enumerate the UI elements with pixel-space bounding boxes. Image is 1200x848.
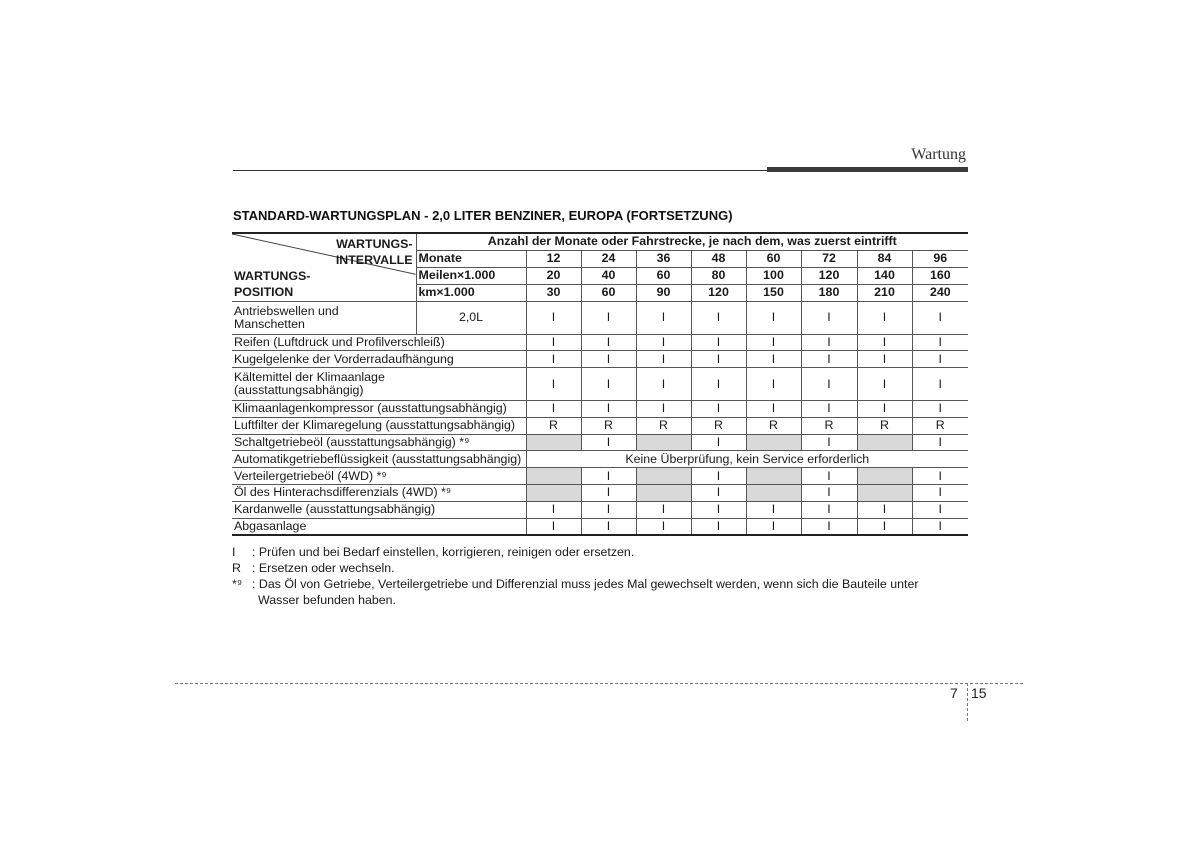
schedule-cell: I <box>912 368 968 401</box>
legend-notes <box>232 544 918 608</box>
position-axis-label <box>234 268 310 300</box>
maintenance-table <box>232 232 968 536</box>
schedule-cell: I <box>857 301 912 334</box>
interval-value: 150 <box>746 284 801 301</box>
interval-value: 84 <box>857 250 912 267</box>
interval-value: 100 <box>746 267 801 284</box>
table-row <box>232 434 968 451</box>
note-text: : Das Öl von Getriebe, Verteilergetriebe und Differenzial muss jedes Mal gewechselt werden, wenn sich die Bauteile unter <box>252 577 919 591</box>
schedule-cell <box>526 434 581 451</box>
interval-value: 140 <box>857 267 912 284</box>
schedule-cell <box>526 468 581 485</box>
schedule-cell: I <box>746 501 801 518</box>
schedule-cell: I <box>857 501 912 518</box>
item-name <box>232 518 526 535</box>
schedule-cell: I <box>581 518 636 535</box>
schedule-cell: I <box>912 434 968 451</box>
interval-value: 72 <box>801 250 857 267</box>
schedule-cell: I <box>636 501 691 518</box>
schedule-cell: I <box>581 368 636 401</box>
schedule-cell: I <box>912 501 968 518</box>
item-name-line: Kardanwelle (ausstattungsabhängig) <box>234 502 436 517</box>
interval-value: 36 <box>636 250 691 267</box>
item-name-line: Verteilergetriebeöl (4WD) *⁹ <box>234 468 387 483</box>
table-corner-header <box>232 233 416 301</box>
schedule-cell <box>636 468 691 485</box>
interval-value: 120 <box>691 284 746 301</box>
footer-rule <box>175 683 1023 684</box>
schedule-cell: I <box>801 485 857 502</box>
schedule-cell <box>857 485 912 502</box>
schedule-cell: I <box>691 468 746 485</box>
table-row <box>232 518 968 535</box>
note-inspect <box>232 544 918 560</box>
item-name-line: Antriebswellen und <box>234 303 339 318</box>
schedule-cell: I <box>801 401 857 418</box>
schedule-cell: I <box>857 351 912 368</box>
schedule-cell: I <box>857 518 912 535</box>
item-name <box>232 485 526 502</box>
chapter-number: 7 <box>950 685 958 701</box>
schedule-cell: I <box>746 334 801 351</box>
interval-header: Anzahl der Monate oder Fahrstrecke, je nach dem, was zuerst eintrifft <box>416 233 968 250</box>
schedule-cell: I <box>526 351 581 368</box>
schedule-cell <box>526 485 581 502</box>
schedule-cell: I <box>581 351 636 368</box>
schedule-cell: I <box>912 401 968 418</box>
schedule-cell: R <box>526 417 581 434</box>
item-name-line: Luftfilter der Klimaregelung (ausstattungsabhängig) <box>234 418 516 433</box>
schedule-cell: I <box>636 518 691 535</box>
schedule-cell: I <box>801 468 857 485</box>
schedule-cell: I <box>912 485 968 502</box>
schedule-cell: I <box>746 301 801 334</box>
item-name <box>232 368 526 401</box>
item-name <box>232 351 526 368</box>
table-row <box>232 301 968 334</box>
interval-value: 48 <box>691 250 746 267</box>
item-name-line: Reifen (Luftdruck und Profilverschleiß) <box>234 334 445 349</box>
schedule-cell: I <box>581 485 636 502</box>
interval-value: 180 <box>801 284 857 301</box>
schedule-cell: I <box>581 468 636 485</box>
interval-value: 60 <box>746 250 801 267</box>
item-name-line: Kugelgelenke der Vorderradaufhängung <box>234 351 454 366</box>
table-row <box>232 351 968 368</box>
section-title: Wartung <box>911 146 966 163</box>
schedule-cell <box>746 485 801 502</box>
interval-value: 160 <box>912 267 968 284</box>
page-number: 15 <box>971 685 987 701</box>
table-row <box>232 485 968 502</box>
table-row <box>232 468 968 485</box>
corner-bottom-line-1: WARTUNGS- <box>234 268 311 283</box>
item-name-line: Schaltgetriebeöl (ausstattungsabhängig) *⁹ <box>234 435 470 450</box>
item-name-line: (ausstattungsabhängig) <box>234 383 364 398</box>
interval-label: Meilen×1.000 <box>416 267 526 284</box>
table-row <box>232 401 968 418</box>
schedule-cell: I <box>857 368 912 401</box>
interval-value: 60 <box>636 267 691 284</box>
schedule-cell: I <box>746 351 801 368</box>
note-symbol: *⁹ <box>232 577 243 591</box>
schedule-cell: I <box>691 351 746 368</box>
schedule-cell: I <box>691 401 746 418</box>
table-row <box>232 417 968 434</box>
schedule-cell: I <box>581 434 636 451</box>
schedule-cell: I <box>636 334 691 351</box>
schedule-cell: I <box>636 368 691 401</box>
table-row <box>232 334 968 351</box>
schedule-cell: I <box>691 334 746 351</box>
interval-label: Monate <box>416 250 526 267</box>
header-rule-bar <box>767 167 968 172</box>
schedule-cell: I <box>746 368 801 401</box>
note-symbol: I <box>232 545 236 559</box>
note-symbol: R <box>232 561 241 575</box>
schedule-cell: I <box>526 334 581 351</box>
schedule-cell: I <box>636 401 691 418</box>
interval-value: 30 <box>526 284 581 301</box>
interval-value: 40 <box>581 267 636 284</box>
interval-value: 24 <box>581 250 636 267</box>
schedule-cell: I <box>691 301 746 334</box>
schedule-cell: I <box>746 401 801 418</box>
table-body <box>232 233 968 535</box>
schedule-cell: I <box>636 351 691 368</box>
schedule-cell: I <box>801 301 857 334</box>
schedule-cell: I <box>801 368 857 401</box>
schedule-cell: I <box>636 301 691 334</box>
schedule-cell: I <box>581 401 636 418</box>
page-title: STANDARD-WARTUNGSPLAN - 2,0 LITER BENZINER, EUROPA (FORTSETZUNG) <box>233 208 733 223</box>
corner-top-line-1: WARTUNGS- <box>336 237 413 251</box>
table-row <box>232 368 968 401</box>
schedule-cell: I <box>691 434 746 451</box>
schedule-cell: R <box>857 417 912 434</box>
item-name-line: Klimaanlagenkompressor (ausstattungsabhängig) <box>234 401 507 416</box>
item-name-line: Manschetten <box>234 316 305 331</box>
item-name-line: Öl des Hinterachsdifferenzials (4WD) *⁹ <box>234 485 452 500</box>
interval-value: 120 <box>801 267 857 284</box>
schedule-cell <box>746 434 801 451</box>
schedule-cell: R <box>636 417 691 434</box>
interval-value: 12 <box>526 250 581 267</box>
note-footnote-9 <box>232 576 918 608</box>
schedule-cell: I <box>526 368 581 401</box>
schedule-cell <box>746 468 801 485</box>
schedule-cell: I <box>912 334 968 351</box>
corner-top-line-2: INTERVALLE <box>335 253 413 267</box>
schedule-cell <box>636 485 691 502</box>
item-name <box>232 451 526 468</box>
schedule-cell: I <box>581 301 636 334</box>
interval-value: 240 <box>912 284 968 301</box>
schedule-cell: I <box>801 518 857 535</box>
item-name-line: Abgasanlage <box>234 518 307 533</box>
item-name <box>232 401 526 418</box>
schedule-cell: I <box>746 518 801 535</box>
interval-label: km×1.000 <box>416 284 526 301</box>
item-name <box>232 334 526 351</box>
engine-cell: 2,0L <box>416 301 526 334</box>
schedule-cell: I <box>912 468 968 485</box>
schedule-cell: R <box>801 417 857 434</box>
note-text: : Prüfen und bei Bedarf einstellen, korrigieren, reinigen oder ersetzen. <box>252 545 635 559</box>
schedule-cell: R <box>912 417 968 434</box>
interval-value: 60 <box>581 284 636 301</box>
item-name <box>232 468 526 485</box>
schedule-span-cell: Keine Überprüfung, kein Service erforderlich <box>526 451 968 468</box>
interval-axis-label <box>336 236 413 268</box>
footer-divider <box>967 683 968 721</box>
item-name <box>232 301 416 334</box>
schedule-cell: I <box>526 301 581 334</box>
note-text: : Ersetzen oder wechseln. <box>252 561 395 575</box>
interval-value: 20 <box>526 267 581 284</box>
schedule-cell: I <box>801 351 857 368</box>
schedule-cell: I <box>526 501 581 518</box>
schedule-cell: I <box>801 334 857 351</box>
interval-value: 90 <box>636 284 691 301</box>
item-name-line: Kältemittel der Klimaanlage <box>234 370 385 385</box>
schedule-cell: I <box>857 334 912 351</box>
interval-value: 210 <box>857 284 912 301</box>
header-rule <box>233 170 767 171</box>
table-row <box>232 451 968 468</box>
schedule-cell: I <box>691 368 746 401</box>
note-text-continued: Wasser befunden haben. <box>258 593 396 607</box>
schedule-cell: R <box>746 417 801 434</box>
schedule-cell <box>857 434 912 451</box>
item-name <box>232 434 526 451</box>
note-replace <box>232 560 918 576</box>
schedule-cell: I <box>912 518 968 535</box>
schedule-cell: I <box>912 301 968 334</box>
schedule-cell: R <box>691 417 746 434</box>
table-row <box>232 501 968 518</box>
schedule-cell: I <box>857 401 912 418</box>
schedule-cell: I <box>526 401 581 418</box>
item-name <box>232 501 526 518</box>
schedule-cell <box>636 434 691 451</box>
interval-value: 80 <box>691 267 746 284</box>
schedule-cell: I <box>691 501 746 518</box>
schedule-cell: I <box>691 485 746 502</box>
schedule-cell: I <box>581 334 636 351</box>
item-name-line: Automatikgetriebeflüssigkeit (ausstattungsabhängig) <box>234 451 522 466</box>
schedule-cell: I <box>801 434 857 451</box>
schedule-cell: I <box>801 501 857 518</box>
schedule-cell: R <box>581 417 636 434</box>
schedule-cell: I <box>912 351 968 368</box>
schedule-cell: I <box>691 518 746 535</box>
interval-value: 96 <box>912 250 968 267</box>
schedule-cell: I <box>581 501 636 518</box>
schedule-cell <box>857 468 912 485</box>
corner-bottom-line-2: POSITION <box>234 284 294 299</box>
schedule-cell: I <box>526 518 581 535</box>
item-name <box>232 417 526 434</box>
